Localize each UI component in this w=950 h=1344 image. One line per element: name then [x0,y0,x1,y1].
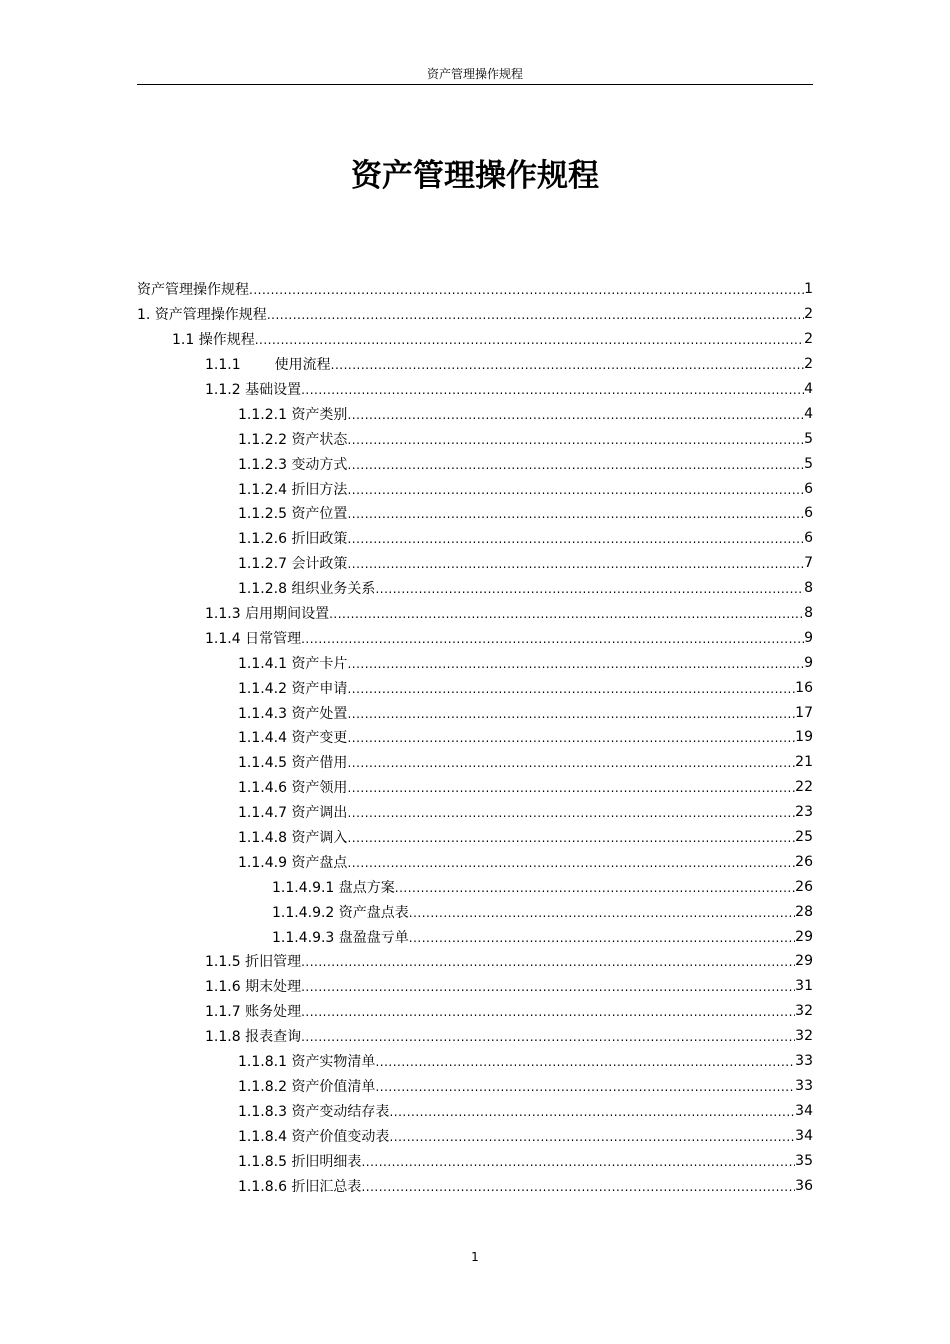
toc-entry-page-number: 29 [795,953,813,970]
toc-entry-title: 资产盘点表 [338,904,409,921]
toc-entry-label [238,1151,361,1171]
toc-entry-label [238,777,347,797]
toc-entry-number: 1.1.8.2 [238,1078,287,1095]
toc-entry-number: 1.1.2.5 [238,506,287,523]
toc-entry-label [238,528,347,548]
toc-entry-label [238,553,347,573]
toc-entry[interactable] [137,426,813,451]
toc-entry[interactable] [137,1173,813,1198]
toc-dot-leader [409,904,795,920]
toc-entry-number: 1.1.4.5 [238,755,287,772]
toc-entry-page-number: 4 [804,405,813,422]
toc-entry-page-number: 21 [795,754,813,771]
toc-dot-leader [347,804,795,820]
toc-dot-leader [361,1178,795,1194]
toc-entry[interactable] [137,1123,813,1148]
toc-entry-label [238,703,347,723]
toc-entry[interactable] [137,999,813,1024]
toc-dot-leader [255,331,804,347]
toc-dot-leader [389,1128,795,1144]
toc-entry-title: 资产类别 [291,406,348,423]
toc-dot-leader [389,1103,795,1119]
toc-entry-number: 1. [137,307,151,324]
toc-entry-number: 1.1.2.4 [238,481,287,498]
toc-dot-leader [347,505,804,521]
toc-entry-number: 1.1.4.8 [238,830,287,847]
toc-entry-number: 1.1.2.2 [238,431,287,448]
toc-entry-page-number: 4 [804,381,813,397]
header-text: 资产管理操作规程 [426,67,523,81]
toc-dot-leader [301,630,804,646]
toc-entry-title: 资产调入 [291,830,348,847]
toc-entry-label [205,1001,301,1021]
toc-entry-number: 1.1.4.2 [238,680,287,697]
toc-entry-label [238,1176,361,1196]
toc-entry-title: 资产价值变动表 [291,1128,390,1145]
toc-entry-number: 1.1.8.1 [238,1054,287,1071]
toc-entry-number: 1.1.4 [205,630,241,647]
toc-entry[interactable] [137,924,813,949]
toc-dot-leader [395,879,795,895]
toc-entry-label [137,279,249,299]
toc-entry-page-number: 34 [795,1102,813,1119]
toc-entry[interactable] [137,675,813,700]
toc-entry-title: 操作规程 [198,332,255,349]
toc-entry[interactable] [137,974,813,999]
toc-entry-number: 1.1.2.6 [238,531,287,548]
document-title: 资产管理操作规程 [351,158,599,194]
toc-entry[interactable] [137,775,813,800]
toc-entry-title: 资产盘点 [291,854,348,871]
toc-entry-number: 1.1 [172,332,195,349]
toc-entry-label [238,827,347,847]
toc-entry-page-number: 9 [804,654,813,671]
toc-entry-title: 折旧汇总表 [291,1178,362,1195]
table-of-contents [137,277,813,1198]
toc-entry-label [205,603,329,623]
toc-entry-number: 1.1.8.6 [238,1178,287,1195]
toc-entry-label [238,752,347,772]
toc-entry-number: 1.1.8.4 [238,1128,287,1145]
toc-entry-label [238,1101,389,1121]
toc-dot-leader [347,530,804,546]
toc-entry-label [238,578,375,598]
toc-dot-leader [347,705,795,721]
toc-entry-page-number: 34 [795,1127,813,1144]
toc-entry-label [205,354,331,374]
toc-entry-title: 启用期间设置 [245,606,330,623]
toc-dot-leader [347,456,804,472]
toc-entry-title: 资产变更 [291,730,348,747]
toc-entry-title: 折旧明细表 [291,1153,362,1170]
toc-entry-label [272,877,395,897]
toc-dot-leader [347,754,795,770]
toc-entry-label [205,628,301,648]
toc-dot-leader [375,1078,795,1094]
toc-entry-title: 报表查询 [245,1029,302,1046]
toc-dot-leader [301,1003,795,1019]
toc-entry-page-number: 25 [795,829,813,846]
toc-entry-page-number: 2 [804,306,813,323]
toc-entry-title: 资产借用 [291,755,348,772]
toc-entry-title: 资产实物清单 [291,1054,376,1071]
toc-entry-page-number: 29 [795,928,813,945]
toc-entry-label [172,329,255,349]
toc-entry[interactable] [137,825,813,850]
toc-entry-title: 资产变动结存表 [291,1103,390,1120]
toc-dot-leader [249,281,804,297]
page-footer [0,1250,950,1264]
toc-dot-leader [347,655,804,671]
toc-entry[interactable] [137,800,813,825]
toc-entry-number: 1.1.5 [205,954,241,971]
toc-entry[interactable] [137,377,813,402]
toc-entry-label [205,1026,301,1046]
toc-entry[interactable] [137,526,813,551]
toc-entry-page-number: 26 [795,878,813,895]
toc-entry-title: 资产管理操作规程 [154,307,267,324]
toc-entry[interactable] [137,1049,813,1074]
page-number: 1 [471,1250,479,1264]
toc-entry-title: 资产卡片 [291,655,348,672]
toc-entry-number: 1.1.4.9.2 [272,904,335,921]
toc-dot-leader [361,1153,795,1169]
toc-dot-leader [375,1053,795,1069]
toc-entry-number: 1.1.2.7 [238,556,287,573]
toc-entry-title: 会计政策 [291,556,348,573]
toc-entry[interactable] [137,277,813,302]
toc-entry-number: 1.1.2 [205,382,241,398]
toc-entry-label [238,1076,375,1096]
toc-entry-label [205,379,301,399]
toc-entry-title: 资产价值清单 [291,1078,376,1095]
toc-entry-page-number: 16 [795,679,813,696]
toc-entry-page-number: 35 [795,1152,813,1169]
toc-entry-title: 资产管理操作规程 [137,282,249,299]
toc-entry-page-number: 9 [804,629,813,646]
toc-entry-page-number: 31 [795,978,813,995]
toc-dot-leader [409,929,795,945]
toc-entry-title: 日常管理 [245,630,302,647]
toc-entry-page-number: 2 [804,356,813,373]
toc-entry[interactable] [137,725,813,750]
toc-entry-title: 资产位置 [291,506,348,523]
toc-entry-label [272,902,409,922]
toc-entry[interactable] [137,650,813,675]
toc-entry-number: 1.1.4.6 [238,780,287,797]
toc-entry-page-number: 23 [795,804,813,821]
toc-entry-number: 1.1.8.3 [238,1103,287,1120]
toc-entry-label [238,1126,389,1146]
toc-entry-title: 盘点方案 [338,879,395,896]
toc-entry-page-number: 6 [804,480,813,497]
toc-entry-number: 1.1.4.9.1 [272,879,335,896]
toc-entry-number: 1.1.4.9.3 [272,929,335,946]
toc-entry-page-number: 26 [795,853,813,870]
toc-entry-page-number: 32 [795,1028,813,1045]
toc-entry-page-number: 8 [804,580,813,597]
page-header [137,66,813,85]
toc-entry-number: 1.1.2.1 [238,406,287,423]
toc-entry-label [238,678,347,698]
toc-entry-page-number: 17 [795,704,813,721]
toc-entry[interactable] [137,352,813,377]
toc-entry[interactable] [137,401,813,426]
toc-entry-page-number: 8 [804,605,813,622]
toc-entry-label [205,951,301,971]
toc-entry-number: 1.1.1 [205,357,241,374]
toc-entry-title: 使用流程 [274,357,331,374]
toc-dot-leader [301,978,795,994]
toc-entry-page-number: 1 [804,281,813,298]
toc-entry-page-number: 6 [804,505,813,522]
toc-dot-leader [267,306,804,322]
toc-entry-number: 1.1.4.3 [238,705,287,722]
toc-entry[interactable] [137,700,813,725]
toc-entry[interactable] [137,750,813,775]
toc-entry-page-number: 36 [795,1177,813,1194]
toc-entry-number: 1.1.3 [205,606,241,623]
toc-entry[interactable] [137,1024,813,1049]
toc-dot-leader [347,406,804,422]
toc-dot-leader [375,580,804,596]
toc-entry-label [238,852,347,872]
toc-entry[interactable] [137,874,813,899]
toc-entry[interactable] [137,849,813,874]
toc-dot-leader [347,555,804,571]
toc-entry-title: 折旧管理 [245,954,302,971]
toc-entry-page-number: 6 [804,530,813,547]
toc-entry-title: 变动方式 [291,456,348,473]
toc-entry[interactable] [137,899,813,924]
toc-dot-leader [347,481,804,497]
toc-entry-page-number: 22 [795,779,813,796]
toc-entry[interactable] [137,625,813,650]
toc-entry-page-number: 28 [795,903,813,920]
toc-entry-title: 期末处理 [245,979,302,996]
toc-entry[interactable] [137,1074,813,1099]
toc-entry-number: 1.1.8.5 [238,1153,287,1170]
toc-entry-label [238,479,347,499]
toc-entry-label [137,304,267,324]
toc-dot-leader [301,1028,795,1044]
toc-entry-label [238,653,347,673]
toc-entry-page-number: 33 [795,1077,813,1094]
toc-entry[interactable] [137,302,813,327]
toc-dot-leader [331,356,804,372]
toc-entry-page-number: 2 [804,331,813,348]
toc-dot-leader [347,729,795,745]
toc-entry-label [238,727,347,747]
toc-entry-number: 1.1.7 [205,1004,241,1021]
toc-dot-leader [301,953,795,969]
toc-entry-title: 折旧政策 [291,531,348,548]
toc-entry[interactable] [137,1148,813,1173]
toc-entry-page-number: 5 [804,455,813,472]
toc-entry-label [272,927,409,947]
toc-entry-page-number: 32 [795,1003,813,1020]
toc-entry[interactable] [137,551,813,576]
toc-dot-leader [347,829,795,845]
toc-entry-title: 折旧方法 [291,481,348,498]
toc-entry-page-number: 7 [804,555,813,572]
toc-entry-page-number: 19 [795,729,813,746]
toc-dot-leader [329,605,804,621]
toc-dot-leader [347,431,804,447]
toc-entry-title: 盘盈盘亏单 [338,929,409,946]
toc-entry-page-number: 5 [804,430,813,447]
toc-entry[interactable] [137,501,813,526]
toc-entry-number: 1.1.2.8 [238,581,287,598]
toc-entry-title: 账务处理 [245,1004,302,1021]
toc-dot-leader [347,680,795,696]
toc-entry-label [238,1051,375,1071]
toc-entry-title: 资产处置 [291,705,348,722]
toc-entry[interactable] [137,576,813,601]
toc-entry-title: 资产申请 [291,680,348,697]
toc-entry-title: 资产领用 [291,780,348,797]
toc-dot-leader [347,854,795,870]
toc-dot-leader [301,381,804,397]
toc-entry-label [238,429,347,449]
toc-entry[interactable] [137,476,813,501]
toc-entry-number: 1.1.4.9 [238,854,287,871]
toc-entry-title: 资产调出 [291,805,348,822]
toc-entry-label [205,976,301,996]
toc-entry-label [238,404,347,424]
toc-dot-leader [347,779,795,795]
toc-entry-number: 1.1.8 [205,1029,241,1046]
toc-entry[interactable] [137,451,813,476]
toc-entry-title: 基础设置 [245,382,302,398]
toc-entry-number: 1.1.4.4 [238,730,287,747]
toc-entry-title: 资产状态 [291,431,348,448]
toc-entry-title: 组织业务关系 [291,581,376,598]
toc-entry-label [238,503,347,523]
toc-entry-page-number: 33 [795,1053,813,1070]
toc-entry-number: 1.1.2.3 [238,456,287,473]
toc-entry[interactable] [137,601,813,626]
toc-entry-number: 1.1.4.1 [238,655,287,672]
toc-entry[interactable] [137,1098,813,1123]
toc-entry-label [238,454,347,474]
toc-entry[interactable] [137,949,813,974]
toc-entry[interactable] [137,327,813,352]
toc-entry-label [238,802,347,822]
toc-entry-number: 1.1.6 [205,979,241,996]
toc-entry-number: 1.1.4.7 [238,805,287,822]
